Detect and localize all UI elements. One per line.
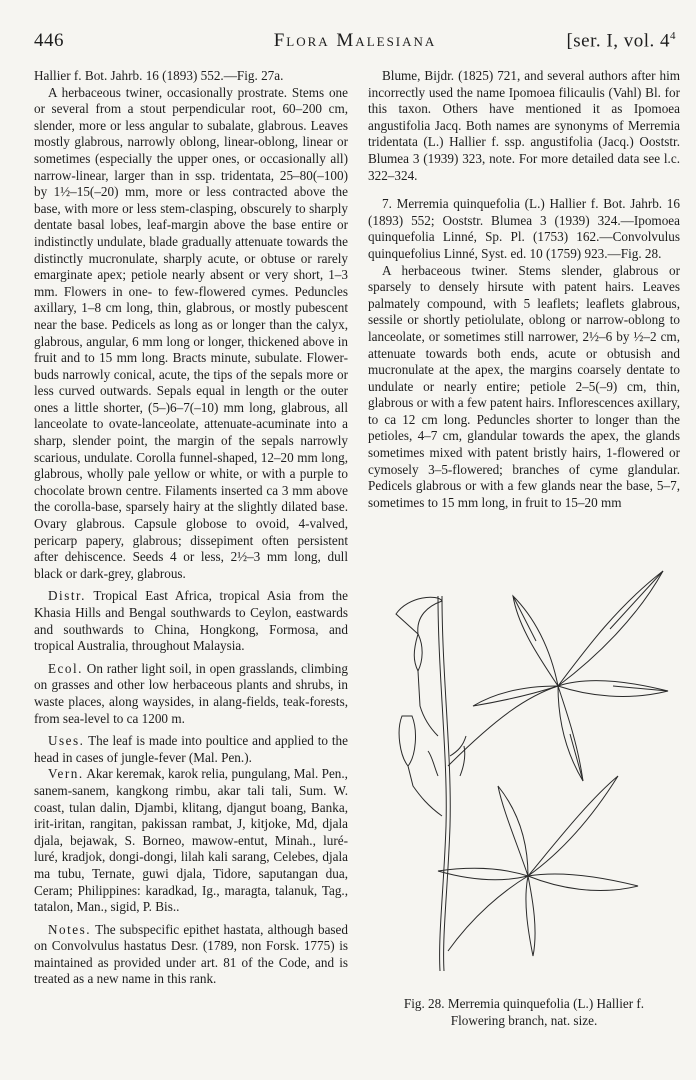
citation-line: Hallier f. Bot. Jahrb. 16 (1893) 552.—Fig. 27a. <box>34 68 284 83</box>
ecology-paragraph: Ecol. On rather light soil, in open grasslands, climbing on grasses and other low herbaceous plants and shrubs, in waste places, along waysides, in alang-fields, teak-forests, from sea-level to ca 1200 m. <box>34 660 348 726</box>
series-info: [ser. I, vol. $4^4$ <box>566 30 676 52</box>
species-description: A herbaceous twiner, occasionally prostrate. Stems one or several from a stout perpendicular root, 60–200 cm, slender, more or less angular to subalate, glabrous. Leaves mostly glabrous, narrowly oblong, linear-oblong, linear or sometimes (especially the upper ones, or occasionally all) narrow-linear, larger than in ssp. tridentata, 25–80(–100) by 1½–15(–20) mm, more or less contracted above the base, with more or less stem-clasping, obscurely to sharply dentate basal lobes, leaf-margin above the base entire or indistinctly undulate, blade gradually attenuate towards the distinctly mucronulate, sharply acute, or obtuse or rarely emarginate apex; petiole nearly absent or very short, 1–3 mm. Flowers in one- to few-flowered cymes. Peduncles axillary, 1–8 cm long, thin, glabrous, or mostly pubescent near the base. Pedicels as long as or longer than the calyx, glabrous, angular, 6 mm long or longer, thickened above in fruit and to 15 mm long. Bracts minute, subulate. Flower-buds narrowly conical, acute, the tips of the sepals more or less curved outwards. Sepals equal in length or the outer ones a little shorter, (5–)6–7(–10) mm long, glabrous, all lanceolate to ovate-lanceolate, attenuate-acuminate into a sharp, slender point, the margin of the sepals narrowly scarious, undulate. Corolla funnel-shaped, 12–20 mm long, glabrous, wholly pale yellow or white, or with a purple to chocolate brown centre. Filaments inserted ca 3 mm above the corolla-base, sparsely hairy at the slightly dilated base. Ovary glabrous. Capsule globose to ovoid, 4-valved, pericarp papery, glabrous; dissepiment often persistent after dehiscence. Seeds 4 or less, 2½–3 mm long, dull black or dark-grey, glabrous. <box>34 84 348 581</box>
right-column <box>368 68 680 511</box>
botanical-illustration <box>368 556 680 976</box>
upper-leaf-icon <box>448 571 668 781</box>
bud-icon <box>399 716 415 766</box>
page-number: 446 <box>34 30 64 51</box>
figure-caption: Fig. 28. Merremia quinquefolia (L.) Hallier f. Flowering branch, nat. size. <box>403 996 645 1028</box>
species-heading: 7. Merremia quinquefolia (L.) Hallier f. Bot. Jahrb. 16 (1893) 552; Ooststr. Blumea 3 (1939) 324.—Ipomoea quinquefolia Linné, Sp. Pl. (1753) 162.—Convolvulus quinquefolius Linné, Syst. ed. 10 (1759) 923.—Fig. 28. <box>368 196 680 261</box>
uses-paragraph: Uses. The leaf is made into poultice and applied to the head in cases of jungle-fever (Mal. Pen.). <box>34 733 348 765</box>
vernacular-paragraph: Vern. Akar keremak, karok relia, pungulang, Mal. Pen., sanem-sanem, kangkong rimbu, akar tali tali, Sum. W. coast, tulan dalin, Djambi, klitang, djangut boang, Banka, irit-iritan, rangitan, pakissan rambat, J, kitjoke, Md, djala djala, bejawak, S. Borneo, mawow-entut, Minah., luré-luré, kradjok, dongi-dongi, lilah kali sarang, Celebes, djala ma tubu, Ternate, guwi djala, Tidore, saputangan dua, Ceram; Philippines: karadkad, Ig., maragta, talanuk, Tag., tatalon, Man., sigid, P. Bis.. <box>34 766 348 915</box>
flower-icon <box>396 597 442 634</box>
journal-title: Flora Malesiana <box>273 30 437 51</box>
left-column <box>34 68 348 988</box>
synonymy-paragraph: Blume, Bijdr. (1825) 721, and several authors after him incorrectly used the name Ipomoea filicaulis (Vahl) Bl. for this taxon. Others have mentioned it as Ipomoea angustifolia Jacq. Both names are synonyms of Merremia tridentata (L.) Hallier f. ssp. angustifolia (Jacq.) Ooststr. Blumea 3 (1939) 323, note. For more detailed data see l.c. 322–324. <box>368 68 680 183</box>
notes-paragraph: Notes. The subspecific epithet hastata, although based on Convolvulus hastatus Desr. (1789, non Forsk. 1775) is maintained as provided under art. 81 of the Code, and is treated as a new name in this rank. <box>34 921 348 987</box>
species-description-right: A herbaceous twiner. Stems slender, glabrous or sparsely to densely hirsute with patent hairs. Leaves palmately compound, with 5 leaflets; leaflets glabrous, sessile or shortly petiolulate, oblong or narrow-oblong to lanceolate, or sometimes still narrower, 2½–6 by ½–2 cm, attenuate towards both ends, acute or obtusish and mucronulate at the apex, the margins coarsely dentate to undulate or nearly entire; petiole 2–5(–9) cm, thin, glabrous or with a few patent hairs. Inflorescences axillary, to ca 12 cm long. Peduncles shorter to longer than the petioles, 4–7 cm, glandular towards the apex, the glands sometimes mixed with patent bristly hairs, 1-flowered or cymosely 3–5-flowered; branches of cyme glandular. Pedicels glabrous or with a few glands near the base, 5–7, sometimes to 15 mm long, in fruit to 15–20 mm <box>368 262 680 510</box>
distribution-paragraph: Distr. Tropical East Africa, tropical Asia from the Khasia Hills and Bengal southwards to Ceylon, eastwards and southwards to China, Hongkong, Formosa, and tropical Australia, throughout Malaysia. <box>34 588 349 654</box>
lower-leaf-icon <box>438 776 638 956</box>
page-header <box>34 28 676 58</box>
